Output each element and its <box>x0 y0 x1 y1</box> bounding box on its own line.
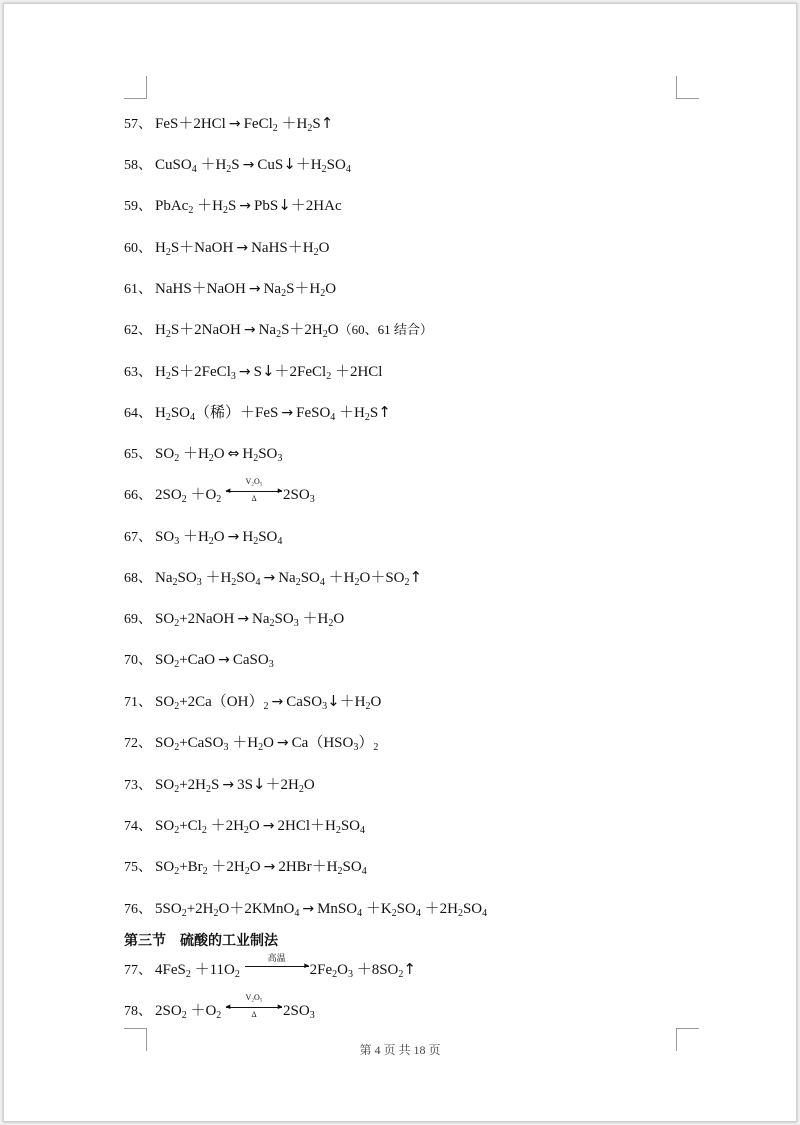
equation-62: 62、 $H_2S+2NaOH \to Na_2S+2H_2O(60$、61 结合） <box>124 322 433 340</box>
equation-60: 60、 $H_2S+NaOH$ → $NaHS+H_2O$ <box>124 240 330 258</box>
page-footer: 第 4 页 共 18 页 <box>359 1043 441 1057</box>
equation-76: 76、 $5SO_2+2H_2O+2KMnO_4$ → MnSO$_4$ $+K_2SO_4 +2H_2SO_4$ <box>124 901 488 919</box>
equation-58: 58、 CuSO$_4$ $+H_2S$ → $CuS↓+H_2SO_4$ <box>124 155 351 175</box>
equation-59: 59、 PbAc$_2$ $+H_2S$ → PbS↓＋2HAc <box>124 196 342 216</box>
crop-mark-top-left <box>124 76 147 99</box>
high-temp-arrow: 高温 ► <box>245 958 309 978</box>
equation-77: 77、 $4FeS_2 +11O_2$ 高温 ► $2Fe_2O_3$ $+8SO_2↑$ <box>124 953 416 980</box>
section-heading: 第三节 硫酸的工业制法 <box>124 933 278 949</box>
equation-57: 57、 FeS＋2HCl → FeCl$_2$ $+H_2S↑$ <box>124 114 334 134</box>
equation-73: 73、 $SO_2+2H_2S$ → $3S↓+2H_2O$ <box>124 775 315 795</box>
equation-64: 64、 $H_2SO_4$（稀）＋FeS → FeSO$_4$ $+H_2S↑$ <box>124 403 391 423</box>
reversible-arrow: V₂O₅ ◄ ► Δ <box>224 477 285 503</box>
equation-63: 63、 $H_2S+2FeCl_3$ → S↓＋2FeCl$_2$ ＋2HCl <box>124 362 383 382</box>
equation-78: 78、 $2SO_2 +O_2$ V₂O₅ ◄ ► Δ $2SO_3$ <box>124 993 315 1021</box>
equation-66: 66、 $2SO_2 +O_2$ V₂O₅ ◄ ► Δ $2SO_3$ <box>124 477 315 505</box>
equation-71: 71、 $SO_2+2Ca(OH)_2$ → $CaSO_3↓+H_2O$ <box>124 692 382 712</box>
equation-75: 75、 $SO_2+Br_2 +2H_2O \to 2HBr+H_2SO_4$ <box>124 859 367 877</box>
equation-67: 67、 $SO_3 +H_2O \to H_2SO_4$ <box>124 529 283 547</box>
crop-mark-top-right <box>676 76 699 99</box>
document-page <box>3 3 797 1122</box>
reversible-arrow: V₂O₅ ◄ ► Δ <box>224 993 285 1019</box>
equation-61: 61、 NaHS＋NaOH → $Na_2S+H_2O$ <box>124 281 337 299</box>
equation-69: 69、 $SO_2+2NaOH \to Na_2SO_3 +H_2O$ <box>124 611 345 629</box>
equation-74: 74、 $SO_2+Cl_2 +2H_2O \to 2HCl+H_2SO_4$ <box>124 818 366 836</box>
equation-70: 70、 $SO_2+CaO$ → CaSO$_3$ <box>124 652 274 670</box>
equation-68: 68、 $Na_2SO_3 +H_2SO_4 \to Na_2SO_4$ $+H_2O+SO_2↑$ <box>124 568 423 588</box>
equation-72: 72、 $SO_2+CaSO_3 +H_2O \to Ca(HSO_3)_2$ <box>124 735 379 753</box>
equation-65: 65、 $SO_2 +H_2O$ ⇔ $H_2SO_3$ <box>124 446 283 464</box>
